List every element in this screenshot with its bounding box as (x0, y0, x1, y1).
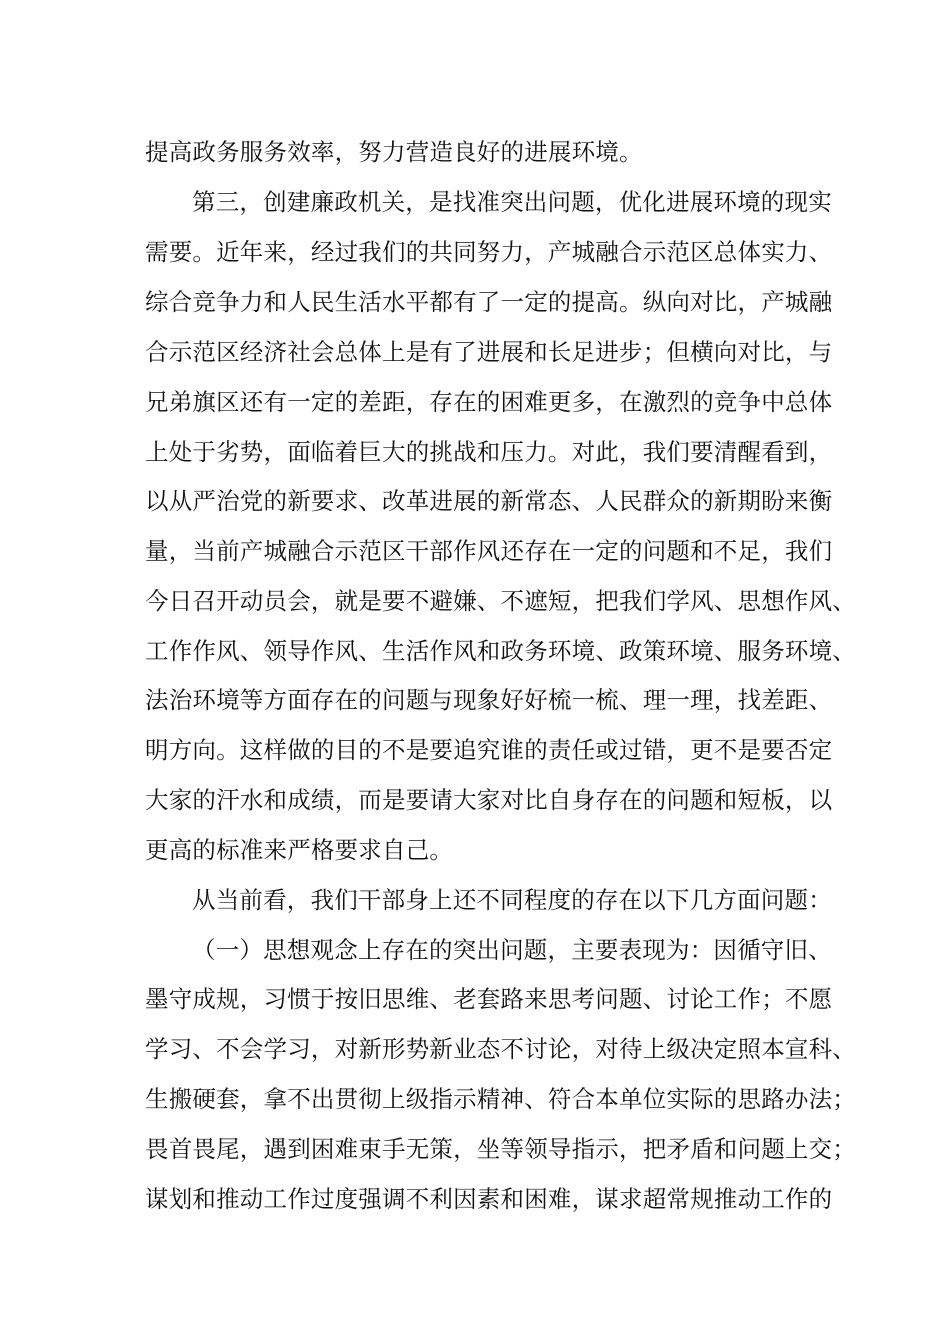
text-line: 量，当前产城融合示范区干部作风还存在一定的问题和不足，我们 (145, 537, 833, 565)
text-line: 学习、不会学习，对新形势新业态不讨论，对待上级决定照本宣科、 (145, 1035, 856, 1063)
text-line: 合示范区经济社会总体上是有了进展和长足进步；但横向对比，与 (145, 338, 833, 366)
text-line: 畏首畏尾，遇到困难束手无策，坐等领导指示，把矛盾和问题上交； (145, 1135, 856, 1163)
text-line: 提高政务服务效率，努力营造良好的进展环境。 (145, 138, 643, 166)
text-line: 更高的标准来严格要求自己。 (145, 836, 454, 864)
text-line: 兄弟旗区还有一定的差距，存在的困难更多，在激烈的竞争中总体 (145, 388, 833, 416)
text-line: 明方向。这样做的目的不是要追究谁的责任或过错，更不是要否定 (145, 736, 833, 764)
text-line: 今日召开动员会，就是要不避嫌、不遮短，把我们学风、思想作风、 (145, 587, 856, 615)
text-line: 谋划和推动工作过度强调不利因素和困难，谋求超常规推动工作的 (145, 1185, 833, 1213)
text-line: 上处于劣势，面临着巨大的挑战和压力。对此，我们要清醒看到， (145, 438, 833, 466)
text-line: 综合竞争力和人民生活水平都有了一定的提高。纵向对比，产城融 (145, 288, 833, 316)
text-line: 法治环境等方面存在的问题与现象好好梳一梳、理一理，找差距、 (145, 686, 833, 714)
paragraph-start-line: 第三，创建廉政机关，是找准突出问题，优化进展环境的现实 (192, 188, 832, 216)
text-line: 工作作风、领导作风、生活作风和政务环境、政策环境、服务环境、 (145, 637, 856, 665)
text-line: 需要。近年来，经过我们的共同努力，产城融合示范区总体实力、 (145, 238, 833, 266)
paragraph-start-line: （一）思想观念上存在的突出问题，主要表现为：因循守旧、 (192, 936, 832, 964)
text-line: 大家的汗水和成绩，而是要请大家对比自身存在的问题和短板，以 (145, 786, 833, 814)
paragraph-start-line: 从当前看，我们干部身上还不同程度的存在以下几方面问题： (192, 886, 832, 914)
text-line: 墨守成规，习惯于按旧思维、老套路来思考问题、讨论工作；不愿 (145, 985, 833, 1013)
text-line: 生搬硬套，拿不出贯彻上级指示精神、符合本单位实际的思路办法； (145, 1085, 856, 1113)
text-line: 以从严治党的新要求、改革进展的新常态、人民群众的新期盼来衡 (145, 487, 833, 515)
